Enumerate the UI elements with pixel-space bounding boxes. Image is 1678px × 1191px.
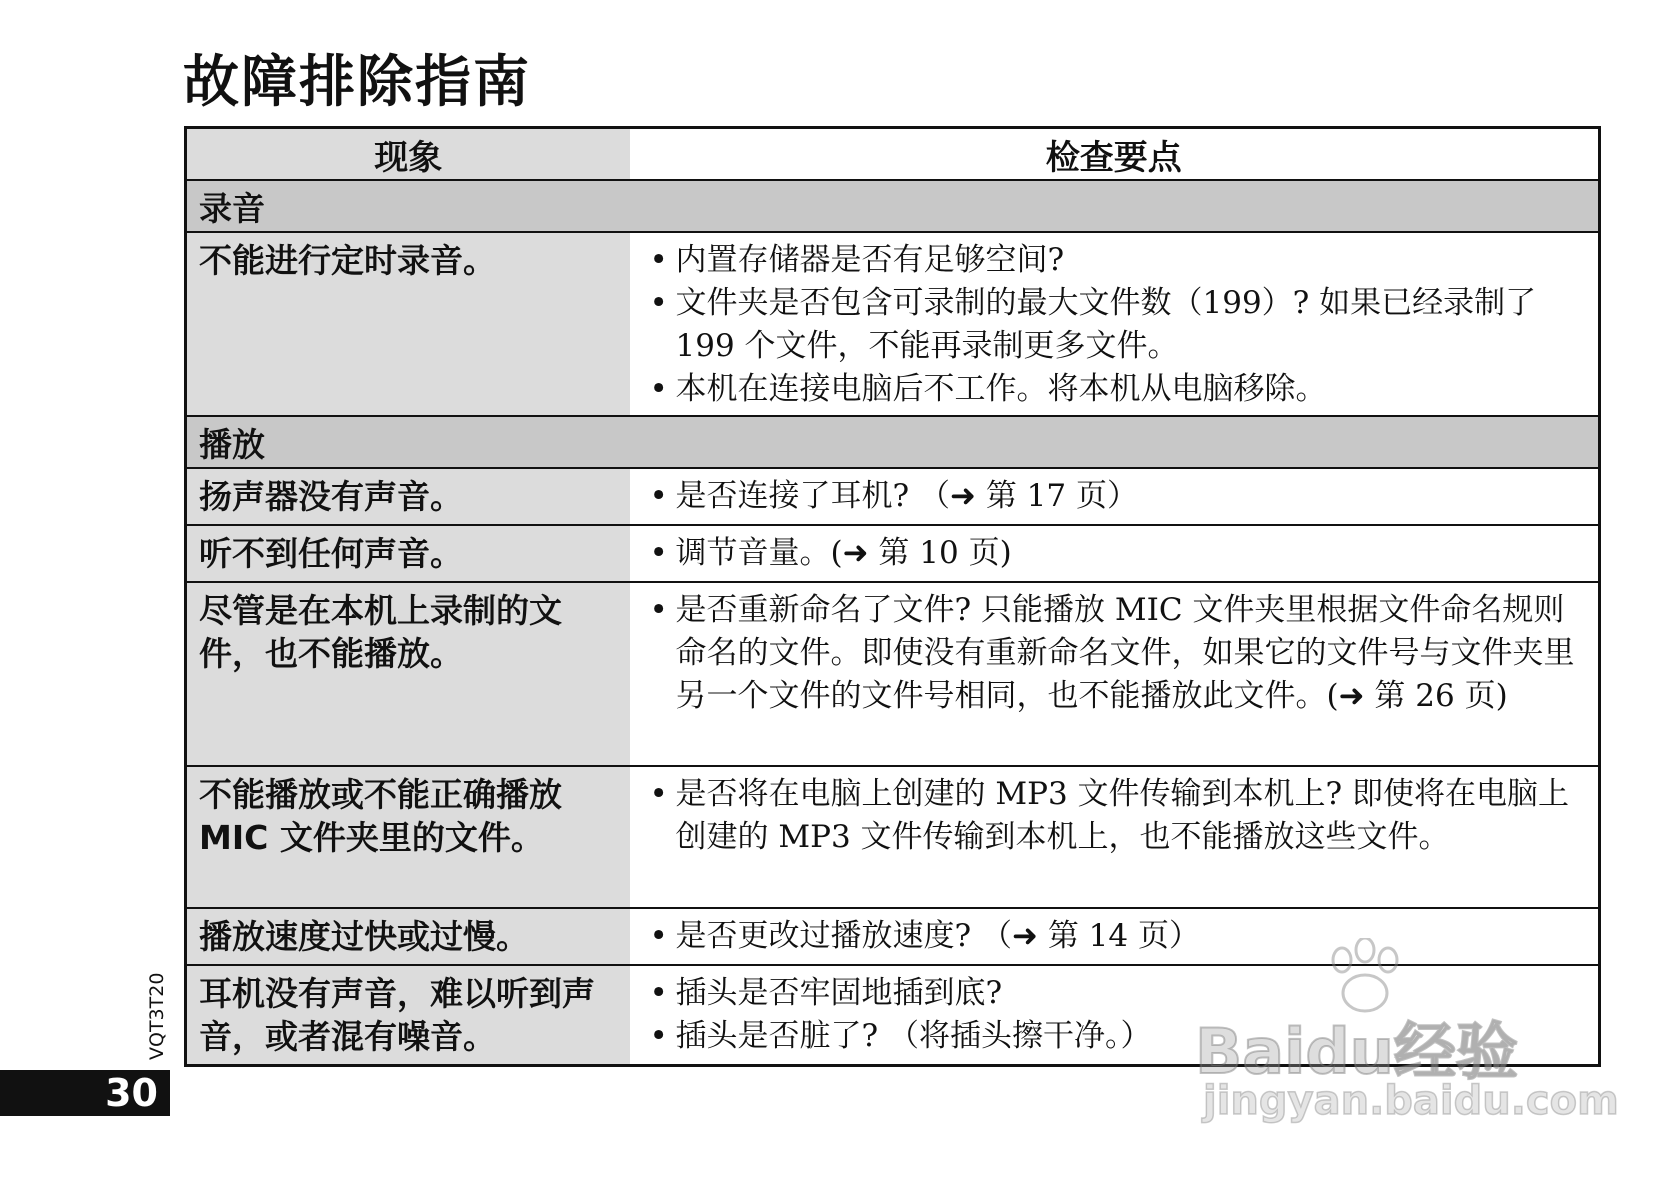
section-row-playback — [186, 416, 1600, 468]
section-row-recording — [186, 180, 1600, 232]
check-point: • 本机在连接电脑后不工作。将本机从电脑移除。 — [650, 368, 1587, 411]
check-point: • 插头是否脏了? （将插头擦干净。） — [650, 1015, 1587, 1058]
check-point-text: 调节音量。( — [675, 535, 843, 571]
document-code-text: VQT3T20 — [146, 972, 168, 1060]
table-row — [186, 965, 1600, 1066]
table-row — [186, 525, 1600, 582]
table-row — [186, 232, 1600, 416]
header-check: 检查要点 — [630, 128, 1600, 181]
symptom-cell: 扬声器没有声音。 — [186, 468, 630, 525]
table-row — [186, 766, 1600, 908]
check-point — [650, 589, 1587, 718]
check-cell — [630, 766, 1600, 908]
check-point — [650, 532, 1587, 575]
symptom-cell: 不能进行定时录音。 — [186, 232, 630, 416]
check-point-text: 是否更改过播放速度? （ — [675, 918, 1012, 954]
table-header-row — [186, 128, 1600, 181]
arrow-right-icon: ➜ — [1338, 678, 1365, 714]
page-ref: 第 10 页) — [868, 535, 1012, 571]
check-point: • 是否将在电脑上创建的 MP3 文件传输到本机上? 即使将在电脑上创建的 MP3 文件传输到本机上，也不能播放这些文件。 — [650, 773, 1587, 859]
check-point — [650, 915, 1587, 958]
table-row — [186, 582, 1600, 766]
arrow-right-icon: ➜ — [949, 478, 976, 514]
check-point: • 插头是否牢固地插到底? — [650, 972, 1587, 1015]
watermark-url: jingyan.baidu.com — [1203, 1078, 1619, 1124]
check-point: • 文件夹是否包含可录制的最大文件数（199）? 如果已经录制了 199 个文件，不能再录制更多文件。 — [650, 282, 1587, 368]
check-cell — [630, 582, 1600, 766]
check-point-text: 是否重新命名了文件? 只能播放 MIC 文件夹里根据文件命名规则命名的文件。即使没有重新命名文件，如果它的文件号与文件夹里另一个文件的文件号相同，也不能播放此文件。( — [675, 592, 1575, 714]
troubleshooting-table — [184, 126, 1601, 1067]
symptom-cell: 播放速度过快或过慢。 — [186, 908, 630, 965]
check-point — [650, 475, 1587, 518]
symptom-cell: 听不到任何声音。 — [186, 525, 630, 582]
section-title-playback: 播放 — [186, 416, 1600, 468]
symptom-cell: 耳机没有声音，难以听到声音，或者混有噪音。 — [186, 965, 630, 1066]
check-cell — [630, 468, 1600, 525]
table-row — [186, 908, 1600, 965]
check-cell — [630, 525, 1600, 582]
page-ref: 第 14 页） — [1037, 918, 1200, 954]
arrow-right-icon: ➜ — [1011, 918, 1038, 954]
page-ref: 第 26 页) — [1364, 678, 1508, 714]
page-ref: 第 17 页） — [975, 478, 1138, 514]
header-symptom: 现象 — [186, 128, 630, 181]
check-point-text: 是否连接了耳机? （ — [675, 478, 950, 514]
symptom-cell: 尽管是在本机上录制的文件，也不能播放。 — [186, 582, 630, 766]
section-title-recording: 录音 — [186, 180, 1600, 232]
check-cell — [630, 908, 1600, 965]
arrow-right-icon: ➜ — [842, 535, 869, 571]
symptom-cell: 不能播放或不能正确播放 MIC 文件夹里的文件。 — [186, 766, 630, 908]
table-row — [186, 468, 1600, 525]
page-title: 故障排除指南 — [183, 50, 531, 115]
check-cell — [630, 965, 1600, 1066]
check-cell — [630, 232, 1600, 416]
page-number: 30 — [0, 1070, 170, 1116]
watermark-brand: Baidu经验 — [1195, 1015, 1518, 1088]
check-point: • 内置存储器是否有足够空间? — [650, 239, 1587, 282]
